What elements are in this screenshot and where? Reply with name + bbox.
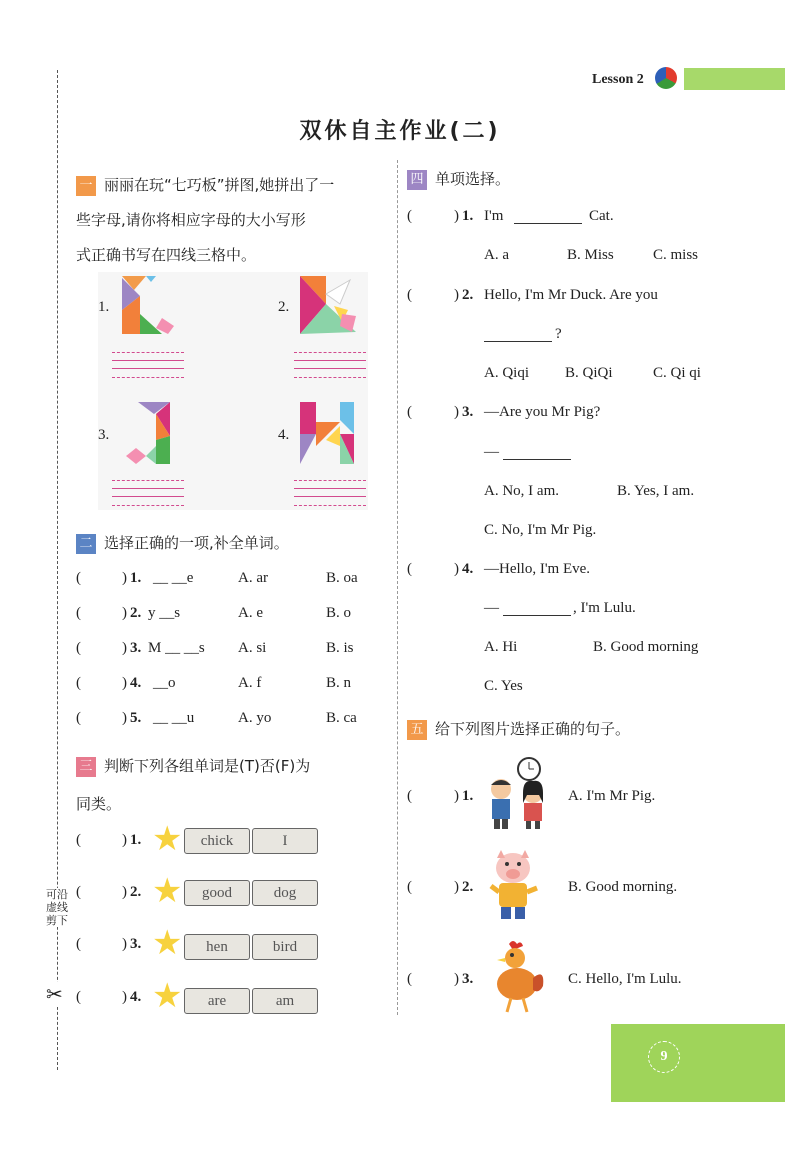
letter-label: 2.	[278, 299, 290, 315]
answer-blank[interactable]	[503, 445, 571, 460]
question-text: —Are you Mr Pig?	[484, 404, 601, 420]
question-text: —Hello, I'm Eve.	[484, 561, 591, 577]
answer-paren: )	[454, 879, 459, 895]
section-3-items	[76, 822, 396, 1022]
item-number: 1.	[130, 570, 142, 586]
answer-paren[interactable]: (	[76, 675, 81, 691]
answer-paren[interactable]: (	[76, 989, 81, 1005]
word-card: good	[184, 880, 250, 906]
section-5-tag: 五	[407, 720, 427, 740]
option-a: A. yo	[238, 710, 272, 726]
word-blank: M __ __s	[148, 640, 205, 656]
word-card: chick	[184, 828, 250, 854]
letter-label: 1.	[98, 299, 110, 315]
word-card: are	[184, 988, 250, 1014]
section-1-line: 丽丽在玩“七巧板”拼图,她拼出了一	[104, 176, 335, 194]
writing-lines[interactable]	[294, 480, 366, 506]
option-a: A. si	[238, 640, 267, 656]
answer-paren: )	[454, 287, 459, 303]
word-card: I	[252, 828, 318, 854]
item-number: 3.	[130, 936, 142, 952]
tangram-H	[296, 400, 366, 468]
writing-lines[interactable]	[112, 480, 184, 506]
option-a: A. f	[238, 675, 262, 691]
item-number: 1.	[462, 208, 474, 224]
section-2-text: 选择正确的一项,补全单词。	[104, 534, 289, 552]
answer-paren[interactable]: (	[407, 971, 412, 987]
question-text: —	[484, 444, 499, 460]
tangram-panel	[98, 272, 368, 510]
answer-paren: )	[122, 989, 127, 1005]
section-1-line: 些字母,请你将相应字母的大小写形	[76, 211, 306, 229]
option-b: B. is	[326, 640, 354, 656]
scissors-icon: ✂	[46, 984, 63, 1006]
answer-paren: )	[454, 971, 459, 987]
question-text: Cat.	[589, 208, 614, 224]
page-title: 双休自主作业(二)	[299, 119, 501, 144]
answer-paren[interactable]: (	[76, 605, 81, 621]
answer-paren[interactable]: (	[407, 208, 412, 224]
word-blank: __ __e	[153, 570, 194, 586]
writing-lines[interactable]	[112, 352, 184, 378]
answer-blank[interactable]	[484, 327, 552, 342]
option-b: B. Miss	[567, 247, 614, 263]
item-number: 2.	[130, 884, 142, 900]
tangram-L	[116, 274, 186, 338]
star-icon: ★	[152, 925, 183, 962]
word-blank: __o	[153, 675, 176, 691]
writing-lines[interactable]	[294, 352, 366, 378]
cut-note: 可沿虚线剪下	[46, 888, 68, 927]
word-card: dog	[252, 880, 318, 906]
kids-with-clock-picture	[483, 755, 553, 831]
answer-paren[interactable]: (	[76, 936, 81, 952]
section-3-instructions	[76, 747, 396, 823]
section-2-tag: 二	[76, 534, 96, 554]
section-5-text: 给下列图片选择正确的句子。	[435, 720, 631, 738]
answer-paren: )	[122, 884, 127, 900]
letter-label: 4.	[278, 427, 290, 443]
answer-paren: )	[122, 640, 127, 656]
option-c: C. miss	[653, 247, 699, 263]
option-a: A. a	[484, 247, 509, 263]
sentence-option: C. Hello, I'm Lulu.	[568, 971, 682, 987]
answer-paren[interactable]: (	[407, 879, 412, 895]
word-card: hen	[184, 934, 250, 960]
sentence-option: B. Good morning.	[568, 879, 678, 895]
rooster-picture	[483, 940, 553, 1016]
option-b: B. o	[326, 605, 352, 621]
item-number: 4.	[462, 561, 474, 577]
answer-paren[interactable]: (	[76, 884, 81, 900]
answer-paren: )	[454, 788, 459, 804]
column-divider	[397, 160, 398, 1015]
section-1-instructions	[76, 168, 396, 273]
header-bar	[684, 68, 785, 90]
section-1-line: 式正确书写在四线三格中。	[76, 246, 257, 264]
option-b: B. QiQi	[565, 365, 613, 381]
section-4-text: 单项选择。	[435, 170, 511, 188]
item-number: 4.	[130, 989, 142, 1005]
item-number: 2.	[130, 605, 142, 621]
letter-label: 3.	[98, 427, 110, 443]
question-text: —	[484, 600, 499, 616]
answer-paren[interactable]: (	[407, 561, 412, 577]
section-5-items	[407, 755, 787, 1025]
section-5-heading	[407, 719, 630, 740]
star-icon: ★	[152, 821, 183, 858]
question-text: I'm	[484, 208, 504, 224]
option-a: A. No, I am.	[484, 483, 559, 499]
option-c: C. No, I'm Mr Pig.	[484, 522, 597, 538]
word-card: am	[252, 988, 318, 1014]
answer-paren[interactable]: (	[76, 832, 81, 848]
answer-paren: )	[454, 208, 459, 224]
page-number: 9	[648, 1041, 680, 1073]
section-4-items	[407, 208, 787, 708]
answer-paren: )	[454, 561, 459, 577]
item-number: 5.	[130, 710, 142, 726]
option-c: C. Yes	[484, 678, 523, 694]
answer-paren: )	[122, 570, 127, 586]
pig-picture	[483, 848, 553, 924]
answer-paren: )	[122, 832, 127, 848]
question-text: , I'm Lulu.	[573, 600, 636, 616]
answer-paren: )	[122, 936, 127, 952]
item-number: 3.	[130, 640, 142, 656]
star-icon: ★	[152, 873, 183, 910]
option-b: B. n	[326, 675, 352, 691]
tangram-K	[296, 274, 366, 338]
option-a: A. ar	[238, 570, 268, 586]
word-blank: __ __u	[153, 710, 195, 726]
option-b: B. oa	[326, 570, 358, 586]
item-number: 1.	[130, 832, 142, 848]
answer-paren[interactable]: (	[407, 404, 412, 420]
section-3-tag: 三	[76, 757, 96, 777]
section-4-heading	[407, 169, 510, 190]
tangram-J	[116, 400, 186, 468]
item-number: 1.	[462, 788, 474, 804]
page-number-box	[611, 1024, 785, 1102]
answer-paren: )	[454, 404, 459, 420]
question-text: ?	[555, 326, 562, 342]
option-a: A. e	[238, 605, 263, 621]
section-3-line: 同类。	[76, 795, 122, 813]
answer-paren[interactable]: (	[76, 640, 81, 656]
question-text: Hello, I'm Mr Duck. Are you	[484, 287, 658, 303]
star-icon: ★	[152, 978, 183, 1015]
color-ball-icon	[655, 67, 677, 89]
item-number: 4.	[130, 675, 142, 691]
answer-paren[interactable]: (	[407, 287, 412, 303]
answer-blank[interactable]	[503, 601, 571, 616]
section-1-tag: 一	[76, 176, 96, 196]
section-3-line: 判断下列各组单词是(T)否(F)为	[104, 757, 311, 775]
lesson-label: Lesson 2	[592, 72, 644, 87]
option-b: B. Yes, I am.	[617, 483, 695, 499]
answer-paren: )	[122, 605, 127, 621]
item-number: 3.	[462, 971, 474, 987]
item-number: 2.	[462, 879, 474, 895]
section-2-heading	[76, 533, 289, 554]
section-4-tag: 四	[407, 170, 427, 190]
item-number: 2.	[462, 287, 474, 303]
option-b: B. ca	[326, 710, 357, 726]
answer-paren: )	[122, 675, 127, 691]
answer-paren[interactable]: (	[407, 788, 412, 804]
word-card: bird	[252, 934, 318, 960]
answer-paren: )	[122, 710, 127, 726]
option-c: C. Qi qi	[653, 365, 701, 381]
sentence-option: A. I'm Mr Pig.	[568, 788, 656, 804]
option-a: A. Hi	[484, 639, 518, 655]
answer-blank[interactable]	[514, 209, 582, 224]
option-b: B. Good morning	[593, 639, 699, 655]
answer-paren[interactable]: (	[76, 710, 81, 726]
item-number: 3.	[462, 404, 474, 420]
answer-paren[interactable]: (	[76, 570, 81, 586]
word-blank: y __s	[148, 605, 181, 621]
option-a: A. Qiqi	[484, 365, 529, 381]
